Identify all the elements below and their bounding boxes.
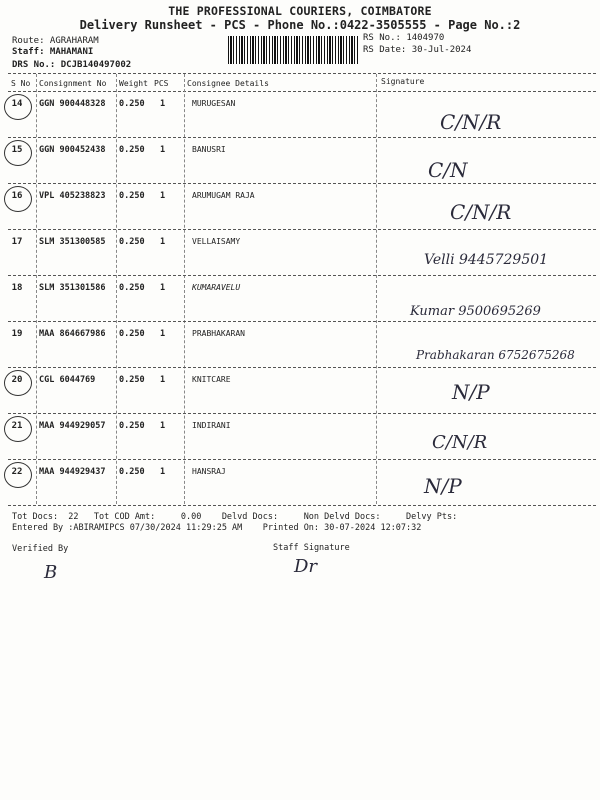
row-pcs: 1 (160, 329, 166, 339)
row-consignment: CGL 6044769 (39, 375, 96, 385)
table-row (0, 414, 600, 460)
row-weight: 0.250 (119, 421, 145, 431)
col-header-pcs: PCS (154, 79, 169, 88)
row-sno: 16 (11, 191, 23, 201)
table-top-rule (8, 73, 596, 74)
col-header-consignment: Consignment No (39, 79, 107, 88)
row-sno: 18 (11, 283, 23, 293)
row-signature: C/N/R (450, 200, 512, 224)
row-signature: Kumar 9500695269 (410, 304, 541, 319)
row-signature: Velli 9445729501 (424, 252, 549, 268)
row-signature: Prabhakaran 6752675268 (416, 348, 575, 362)
row-consignee: ARUMUGAM RAJA (192, 191, 255, 200)
row-weight: 0.250 (119, 375, 145, 385)
drs-number: DRS No.: DCJB140497002 (12, 60, 132, 70)
row-consignee: KUMARAVELU (192, 283, 241, 292)
col-header-sno: S No (11, 79, 31, 88)
table-row (0, 92, 600, 138)
table-row (0, 138, 600, 184)
verified-by-label: Verified By (12, 544, 69, 554)
row-consignee: INDIRANI (192, 421, 231, 430)
row-pcs: 1 (160, 237, 166, 247)
runsheet-subtitle: Delivery Runsheet - PCS - Phone No.:0422-3505555 - Page No.:2 (79, 18, 521, 32)
rs-number: RS No.: 1404970 (363, 33, 445, 43)
row-signature: C/N/R (432, 432, 488, 453)
totals-line: Tot Docs: 22 Tot COD Amt: 0.00 Delvd Docs: Non Delvd Docs: Delvy Pts: (12, 512, 458, 522)
entered-printed-line: Entered By :ABIRAMIPCS 07/30/2024 11:29:25 AM Printed On: 30-07-2024 12:07:32 (12, 523, 422, 533)
table-row (0, 276, 600, 322)
col-header-weight: Weight (119, 79, 148, 88)
row-pcs: 1 (160, 467, 166, 477)
row-signature: N/P (424, 474, 462, 498)
row-pcs: 1 (160, 283, 166, 293)
row-consignment: MAA 944929057 (39, 421, 106, 431)
row-weight: 0.250 (119, 191, 145, 201)
rs-date: RS Date: 30-Jul-2024 (363, 45, 472, 55)
col-header-signature: Signature (381, 77, 425, 86)
row-signature: C/N (428, 158, 468, 182)
row-consignee: VELLAISAMY (192, 237, 241, 246)
row-pcs: 1 (160, 99, 166, 109)
row-consignment: MAA 864667986 (39, 329, 106, 339)
row-consignment: VPL 405238823 (39, 191, 106, 201)
row-sno: 17 (11, 237, 23, 247)
row-consignee: PRABHAKARAN (192, 329, 245, 338)
row-sno: 14 (11, 99, 23, 109)
verified-signature-mark: B (44, 562, 58, 583)
row-weight: 0.250 (119, 467, 145, 477)
route-label: Route: AGRAHARAM (12, 36, 99, 46)
row-consignment: SLM 351301586 (39, 283, 106, 293)
company-title: THE PROFESSIONAL COURIERS, COIMBATORE (168, 4, 432, 18)
row-weight: 0.250 (119, 145, 145, 155)
row-sno: 22 (11, 467, 23, 477)
row-sno: 19 (11, 329, 23, 339)
row-consignee: HANSRAJ (192, 467, 226, 476)
table-row (0, 368, 600, 414)
row-consignee: BANUSRI (192, 145, 226, 154)
staff-signature-mark: Dr (294, 556, 318, 577)
barcode (228, 36, 358, 64)
table-row (0, 230, 600, 276)
table-row (0, 460, 600, 506)
row-signature: N/P (452, 380, 490, 404)
row-sno: 15 (11, 145, 23, 155)
row-rule (8, 505, 596, 506)
row-sno: 20 (11, 375, 23, 385)
row-weight: 0.250 (119, 329, 145, 339)
staff-label: Staff: MAHAMANI (12, 47, 94, 57)
row-pcs: 1 (160, 145, 166, 155)
row-sno: 21 (11, 421, 23, 431)
row-weight: 0.250 (119, 283, 145, 293)
col-header-consignee: Consignee Details (187, 79, 269, 88)
table-row (0, 322, 600, 368)
row-weight: 0.250 (119, 99, 145, 109)
row-consignee: KNITCARE (192, 375, 231, 384)
row-weight: 0.250 (119, 237, 145, 247)
staff-signature-label: Staff Signature (273, 543, 350, 553)
row-consignment: SLM 351300585 (39, 237, 106, 247)
row-consignment: GGN 900448328 (39, 99, 106, 109)
row-signature: C/N/R (440, 110, 502, 134)
row-consignment: GGN 900452438 (39, 145, 106, 155)
table-row (0, 184, 600, 230)
row-pcs: 1 (160, 375, 166, 385)
row-pcs: 1 (160, 191, 166, 201)
row-consignment: MAA 944929437 (39, 467, 106, 477)
row-pcs: 1 (160, 421, 166, 431)
row-consignee: MURUGESAN (192, 99, 236, 108)
